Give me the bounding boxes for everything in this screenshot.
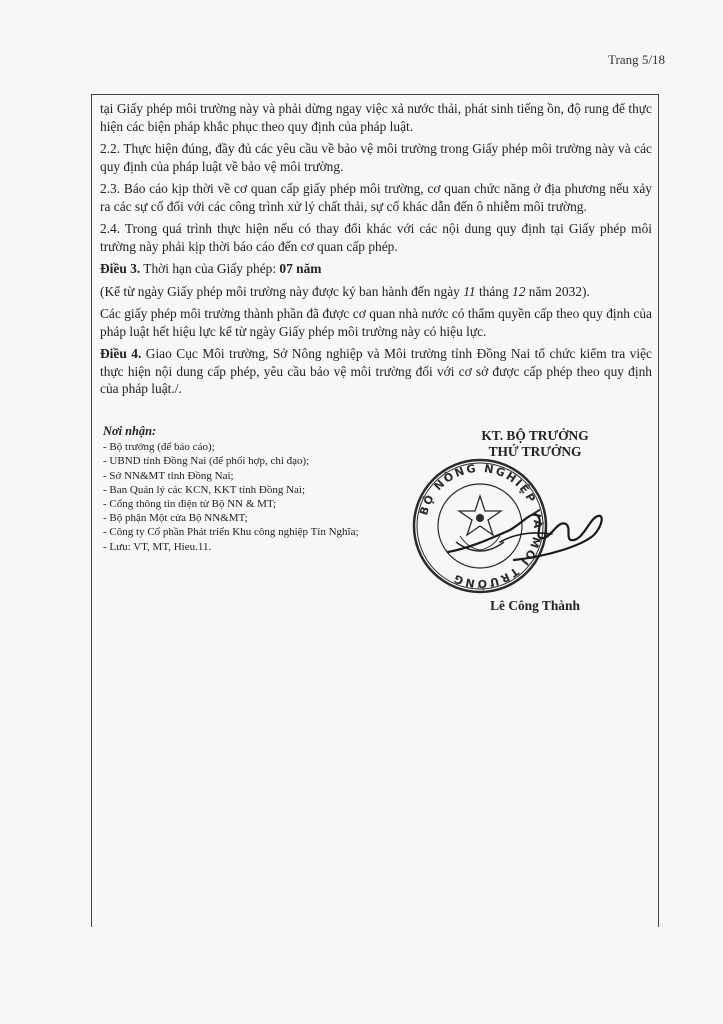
article-4-label: Điều 4. bbox=[100, 346, 142, 361]
article-3-note bbox=[100, 283, 652, 301]
signer-title-2: THỨ TRƯỞNG bbox=[488, 444, 582, 459]
recipient-item: - Lưu: VT, MT, Hieu.11. bbox=[103, 540, 403, 554]
signer-name: Lê Công Thành bbox=[490, 598, 580, 613]
article-3-note-day: 11 bbox=[463, 283, 476, 299]
signature-icon bbox=[440, 490, 610, 570]
article-3-label: Điều 3. bbox=[100, 261, 141, 276]
article-3 bbox=[100, 260, 652, 278]
paragraph-2-2: 2.2. Thực hiện đúng, đầy đủ các yêu cầu về bảo vệ môi trường trong Giấy phép môi trường này và các quy định của pháp luật về bảo vệ môi trường. bbox=[100, 141, 652, 174]
recipient-item: - Công ty Cổ phần Phát triển Khu công nghiệp Tín Nghĩa; bbox=[103, 525, 403, 539]
paragraph-1: tại Giấy phép môi trường này và phải dừng ngay việc xả nước thải, phát sinh tiếng ồn, độ rung để thực hiện các biện pháp khắc phục theo quy định của pháp luật. bbox=[100, 101, 652, 134]
article-3-note-month: 12 bbox=[512, 283, 526, 299]
article-3-duration: 07 năm bbox=[279, 261, 322, 276]
paragraph-component-permits: Các giấy phép môi trường thành phần đã được cơ quan nhà nước có thẩm quyền cấp theo quy định của pháp luật hết hiệu lực kể từ ngày Giấy phép môi trường này có hiệu lực. bbox=[100, 306, 652, 339]
article-4-text: Giao Cục Môi trường, Sở Nông nghiệp và Môi trường tỉnh Đồng Nai tổ chức kiểm tra việc thực hiện nội dung cấp phép, yêu cầu bảo vệ môi trường đối với cơ sở được cấp phép theo quy định của pháp luật./. bbox=[100, 346, 652, 396]
recipients-list bbox=[103, 440, 403, 554]
paragraph-2-4: 2.4. Trong quá trình thực hiện nếu có thay đổi khác với các nội dung quy định tại Giấy phép môi trường này phải kịp thời báo cáo đến cơ quan cấp phép. bbox=[100, 221, 652, 254]
recipient-item: - Ban Quản lý các KCN, KKT tỉnh Đồng Nai; bbox=[103, 483, 403, 497]
page-number: Trang 5/18 bbox=[608, 52, 665, 67]
signer-title-1: KT. BỘ TRƯỞNG bbox=[481, 428, 589, 443]
recipients-block bbox=[103, 424, 403, 554]
document-body bbox=[100, 100, 652, 403]
article-3-note-c: năm 2032). bbox=[525, 283, 590, 299]
recipient-item: - Bộ trưởng (để báo cáo); bbox=[103, 440, 403, 454]
article-3-note-a: (Kể từ ngày Giấy phép môi trường này được ký ban hành đến ngày bbox=[100, 283, 464, 299]
recipient-item: - Bộ phận Một cửa Bộ NN&MT; bbox=[103, 511, 403, 525]
article-4 bbox=[100, 345, 652, 398]
article-3-text: Thời hạn của Giấy phép: bbox=[140, 261, 280, 276]
seal-text: BỘ NÔNG NGHIỆP VÀ MÔI TRƯỜNG bbox=[417, 461, 545, 591]
paragraph-2-3: 2.3. Báo cáo kịp thời về cơ quan cấp giấy phép môi trường, cơ quan chức năng ở địa phương nếu xảy ra các sự cố đối với các công trình xử lý chất thải, sự cố khác dẫn đến ô nhiễm môi trường. bbox=[100, 181, 652, 214]
article-3-note-b: tháng bbox=[475, 283, 513, 299]
recipient-item: - Cổng thông tin điện tử Bộ NN & MT; bbox=[103, 497, 403, 511]
recipient-item: - Sở NN&MT tỉnh Đồng Nai; bbox=[103, 469, 403, 483]
recipient-item: - UBND tỉnh Đồng Nai (để phối hợp, chỉ đạo); bbox=[103, 454, 403, 468]
recipients-title: Nơi nhận: bbox=[103, 424, 157, 438]
